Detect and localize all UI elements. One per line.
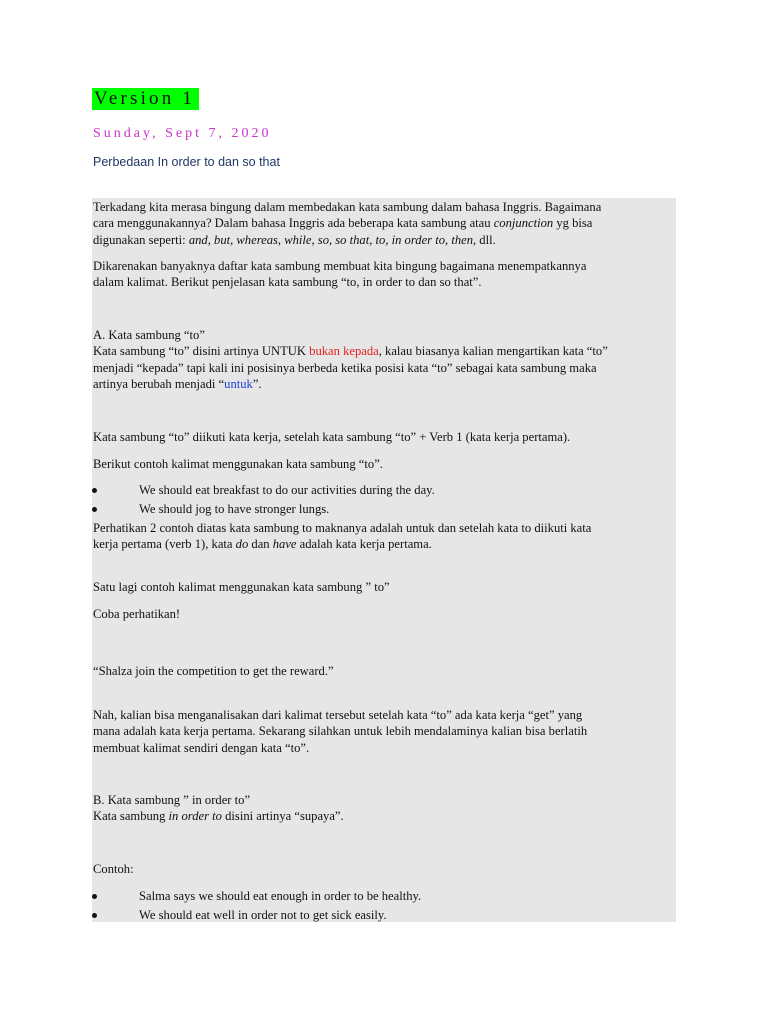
- text-line: membuat kalimat sendiri dengan kata “to”.: [93, 740, 310, 755]
- text-line: kerja pertama (verb 1), kata do dan have adalah kata kerja pertama.: [93, 537, 432, 552]
- example-note: [93, 520, 673, 553]
- text-line: Perhatikan 2 contoh diatas kata sambung to maknanya adalah untuk dan setelah kata to diikuti kata: [93, 521, 592, 535]
- bullet-item: We should eat breakfast to do our activities during the day.: [139, 483, 435, 497]
- post-date: Sunday, Sept 7, 2020: [93, 126, 272, 141]
- bullet-icon: [92, 507, 97, 512]
- section-a-heading: A. Kata sambung “to”: [93, 328, 205, 342]
- red-highlight-text: bukan kepada: [309, 344, 379, 359]
- section-b-intro: [93, 792, 673, 825]
- blue-highlight-text: untuk: [224, 377, 253, 392]
- example-intro: Berikut contoh kalimat menggunakan kata sambung “to”.: [93, 457, 383, 471]
- section-a-intro: [93, 327, 673, 393]
- text-line: Dikarenakan banyaknya daftar kata sambung membuat kita bingung bagaimana menempatkannya: [93, 259, 587, 273]
- text-line: Kata sambung “to” disini artinya UNTUK bukan kepada, kalau biasanya kalian mengartikan kata “to”: [93, 344, 608, 359]
- intro-paragraph-1: [93, 199, 673, 248]
- text-line: digunakan seperti: and, but, whereas, while, so, so that, to, in order to, then, dll.: [93, 232, 496, 247]
- intro-paragraph-2: [93, 258, 673, 291]
- bullet-item: We should jog to have stronger lungs.: [139, 502, 330, 516]
- text-line: Terkadang kita merasa bingung dalam membedakan kata sambung dalam bahasa Inggris. Bagaimana: [93, 200, 602, 214]
- conjunction-term: conjunction: [493, 216, 554, 231]
- text-line: cara menggunakannya? Dalam bahasa Inggris ada beberapa kata sambung atau conjunction yg bisa: [93, 216, 593, 231]
- example-quote: “Shalza join the competition to get the reward.”: [93, 664, 334, 678]
- bullet-icon: [92, 488, 97, 493]
- version-heading: Version 1: [92, 88, 199, 110]
- look-prompt: Coba perhatikan!: [93, 607, 181, 621]
- text-line: mana adalah kata kerja pertama. Sekarang silahkan untuk lebih mendalaminya kalian bisa berlatih: [93, 724, 588, 739]
- analysis-paragraph: [93, 707, 673, 756]
- bullet-icon: [92, 894, 97, 899]
- text-line: Kata sambung in order to disini artinya “supaya”.: [93, 809, 344, 824]
- example-label: Contoh:: [93, 862, 134, 876]
- bullet-item: We should eat well in order not to get sick easily.: [139, 908, 387, 922]
- post-subtitle: Perbedaan In order to dan so that: [93, 155, 280, 169]
- text-line: dalam kalimat. Berikut penjelasan kata sambung “to, in order to dan so that”.: [93, 275, 482, 290]
- bullet-icon: [92, 913, 97, 918]
- text-line: artinya berubah menjadi “untuk”.: [93, 377, 262, 392]
- verb-rule: Kata sambung “to” diikuti kata kerja, setelah kata sambung “to” + Verb 1 (kata kerja pertama).: [93, 430, 571, 444]
- text-line: menjadi “kepada” tapi kali ini posisinya berbeda ketika posisi kata “to” sebagai kata sambung maka: [93, 360, 597, 375]
- text-line: Nah, kalian bisa menganalisakan dari kalimat tersebut setelah kata “to” ada kata kerja “get” yang: [93, 708, 583, 722]
- conjunction-list: and, but, whereas, while, so, so that, to, in order to, then,: [188, 232, 477, 247]
- term-in-order-to: in order to: [168, 809, 222, 824]
- more-example-intro: Satu lagi contoh kalimat menggunakan kata sambung ” to”: [93, 580, 390, 594]
- section-b-heading: B. Kata sambung ” in order to”: [93, 793, 251, 807]
- bullet-item: Salma says we should eat enough in order to be healthy.: [139, 889, 422, 903]
